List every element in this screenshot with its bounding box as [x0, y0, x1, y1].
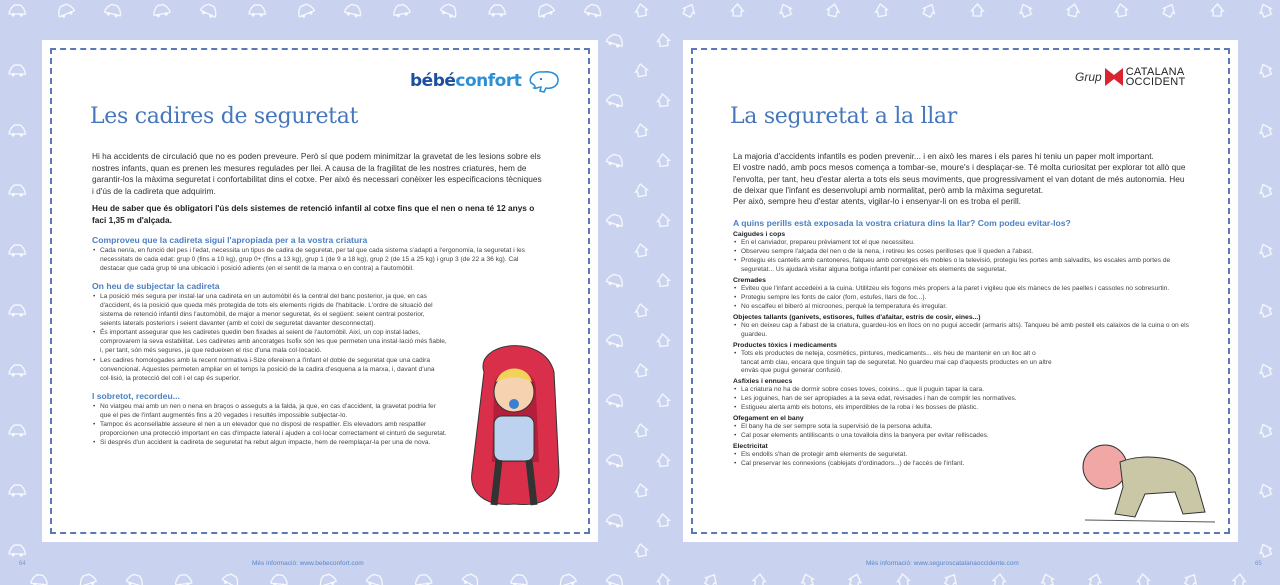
house-pattern-icon — [753, 573, 766, 585]
list-item: • Protegiu sempre les fonts de calor (forn, estufes, llars de foc...). — [733, 294, 1193, 303]
list-item: • Cal posar elements antilliscants o una tovallola dins la banyera per evitar relliscades. — [733, 432, 1053, 441]
house-pattern-icon — [1137, 573, 1150, 585]
car-pattern-icon — [606, 273, 625, 289]
list-item: • Cal preservar les connexions (cablejats d'ordinadors...) de l'accés de l'infant. — [733, 460, 1053, 469]
house-pattern-icon — [657, 513, 670, 526]
car-pattern-icon — [9, 185, 25, 197]
car-pattern-icon — [126, 573, 145, 585]
car-pattern-icon — [104, 3, 122, 18]
house-pattern-icon — [634, 63, 648, 77]
section-heading: I sobretot, recordeu... — [92, 390, 180, 401]
car-pattern-icon — [606, 213, 625, 229]
hazard-title: Cremades — [733, 277, 766, 285]
car-pattern-icon — [296, 2, 315, 19]
list-item: • La posició més segura per instal·lar una cadireta en un automòbil és la central del banc posterior, ja que, en cas d'accident, és la posició que queda més protegida de tots els elements rígids de l'habitacle. L'ordre de situació del sistema de retenció infantil dins l'automòbil, de major a menor seguretat, és el següent: seient central posterior, seients laterals posteriors i seient davanter (amb el coixí de seguretat davanter desconnectat). — [92, 292, 447, 328]
car-pattern-icon — [366, 573, 385, 585]
car-pattern-icon — [558, 573, 577, 585]
house-pattern-icon — [1088, 572, 1103, 585]
hazard-title: Caigudes i cops — [733, 231, 786, 239]
bullet-list — [92, 246, 542, 273]
house-pattern-icon — [943, 572, 959, 585]
logo-prefix: Grup — [1075, 70, 1102, 84]
car-pattern-icon — [31, 574, 48, 585]
car-pattern-icon — [199, 2, 218, 19]
page-number-right: 65 — [1255, 561, 1262, 567]
list-item: • Cada nen/a, en funció del pes i l'edat, necessita un tipus de cadira de seguretat, per tal que cada sistema s'adapti a l'ergonomia, la seguretat i les necessitats de cada edat: grup 0 (fins a 10 kg), grup 0+ (fins a 13 kg), grup 1 (de 9 a 18 kg), grup 2 (de 15 a 25 kg) i grup 3 (de 22 a 36 kg). Cal destacar que cada grup té una ubicació i posició adients (en el sentit de la marxa o en contra) a l'automòbil. — [92, 246, 542, 273]
elephant-icon — [527, 69, 561, 93]
house-pattern-icon — [1257, 122, 1273, 138]
house-pattern-icon — [1114, 3, 1128, 17]
catalana-occidente-emblem-icon — [1105, 68, 1123, 86]
car-pattern-icon — [606, 93, 625, 109]
left-page — [42, 40, 598, 542]
house-pattern-icon — [1183, 572, 1199, 585]
house-pattern-icon — [634, 183, 648, 197]
car-pattern-icon — [511, 574, 528, 585]
house-pattern-icon — [897, 573, 910, 585]
list-item: • Observeu sempre l'alçada del nen o de la nena, i retireu les coses perilloses que li queden a l'abast. — [733, 248, 1193, 257]
car-pattern-icon — [415, 574, 432, 585]
bullet-list — [92, 402, 447, 447]
list-item: • No en deixeu cap a l'abast de la criatura, guardeu-los en llocs on no pugui accedir (armaris alts). Tanqueu bé amb pestell els calaixos de la cuina o on els guardeu. — [733, 322, 1193, 340]
hazard-title: Productes tòxics i medicaments — [733, 341, 837, 349]
intro-paragraph: La majoria d'accidents infantils es poden prevenir... i en això les mares i els pares hi teniu un paper molt important. — [733, 151, 1154, 161]
house-pattern-icon — [1257, 482, 1273, 498]
bullet-list — [92, 292, 447, 383]
legal-notice: Heu de saber que és obligatori l'ús dels sistemes de retenció infantil al cotxe fins que el nen o nena té 12 anys o faci 1,35 m d'alçada. — [92, 203, 535, 225]
house-pattern-icon — [657, 213, 670, 226]
house-pattern-icon — [971, 4, 983, 16]
list-item: • Tampoc és aconsellable asseure el nen a un elevador que no disposi de respatller. Els elevadors amb respatller proporcionen una protecció important en cas d'impacte lateral i ajuden a col·locar correctament el cinturó de seguretat. — [92, 420, 447, 438]
house-pattern-icon — [634, 483, 648, 497]
house-pattern-icon — [1257, 62, 1273, 78]
car-pattern-icon — [606, 333, 625, 349]
house-pattern-icon — [657, 93, 670, 106]
house-pattern-icon — [826, 3, 840, 17]
house-pattern-icon — [1257, 302, 1273, 318]
section-heading: Comproveu que la cadireta sigui l'apropiada per a la vostra criatura — [92, 234, 368, 245]
car-pattern-icon — [271, 574, 288, 585]
car-pattern-icon — [153, 4, 171, 18]
car-pattern-icon — [318, 573, 337, 585]
footer-link-catalana[interactable]: Més informació: www.seguroscatalanaoccidente.com — [866, 560, 1019, 567]
hazard-title: Asfixies i ennuecs — [733, 378, 793, 386]
car-pattern-icon — [9, 245, 25, 257]
house-pattern-icon — [657, 453, 670, 466]
house-pattern-icon — [634, 423, 648, 437]
house-pattern-icon — [1257, 422, 1273, 438]
list-item: • No escalfeu el biberó al microones, perquè la temperatura és irregular. — [733, 303, 1193, 312]
bullet-list — [733, 285, 1193, 312]
house-pattern-icon — [634, 123, 648, 137]
house-pattern-icon — [777, 2, 793, 18]
child-car-seat-illustration — [464, 332, 564, 517]
car-pattern-icon — [9, 425, 25, 437]
car-pattern-icon — [606, 393, 625, 409]
list-item: • Eviteu que l'infant accedeixi a la cuina. Utilitzeu els fogons més propers a la paret i vigileu que els mànecs de les paelles i cassoles no sobresurtin. — [733, 285, 1193, 294]
car-pattern-icon — [606, 33, 625, 49]
car-pattern-icon — [9, 125, 25, 137]
house-pattern-icon — [657, 393, 670, 406]
right-page — [683, 40, 1238, 542]
car-pattern-icon — [606, 453, 625, 469]
bullet-list — [733, 451, 1053, 469]
list-item: • Protegiu els cantells amb cantoneres, falqueu amb corretges els mobles o la televisió, protegiu les portes amb salvadits, les escales amb portes de seguretat... Us ajudarà visitar alguna botiga infantil per conèixer els elements de seguretat. — [733, 257, 1193, 275]
house-pattern-icon — [1017, 2, 1033, 18]
house-pattern-icon — [657, 333, 670, 346]
intro-text: Hi ha accidents de circulació que no es poden preveure. Però sí que podem minimitzar la gravetat de les lesions sobre els nostres infants, quan es prenen les mesures regulades per llei. A causa de la fragilitat de les nostres criatures, hem de garantir-los la màxima seguretat i confortabilitat dins el cotxe. Per això és necessari conèixer les especificacions tècniques i d'ús de la cadireta que adquirim. — [92, 151, 542, 196]
house-pattern-icon — [634, 243, 648, 257]
car-pattern-icon — [584, 3, 602, 18]
car-pattern-icon — [489, 5, 505, 17]
car-pattern-icon — [9, 5, 25, 17]
crawling-baby-illustration — [1065, 432, 1225, 527]
list-item: • Les cadires homologades amb la recent normativa i-Size ofereixen a l'infant el doble de seguretat que una cadira convencional. Aquestes permeten ampliar en el temps la posició de la cadira d'esquena a la marxa, i, davant d'una col·lisió, la protecció del coll i el cap és superior. — [92, 356, 447, 383]
house-pattern-icon — [634, 303, 648, 317]
car-pattern-icon — [9, 65, 25, 77]
house-pattern-icon — [1233, 573, 1246, 585]
bullet-list — [733, 350, 1053, 377]
car-pattern-icon — [78, 573, 97, 585]
house-pattern-icon — [1257, 182, 1273, 198]
house-pattern-icon — [657, 273, 670, 286]
house-pattern-icon — [657, 573, 670, 585]
car-pattern-icon — [9, 545, 25, 557]
list-item: • Les joguines, han de ser apropiades a la seva edat, revisades i han de complir les normatives. — [733, 395, 1053, 404]
car-pattern-icon — [9, 305, 25, 317]
list-item: • Si després d'un accident la cadireta de seguretat ha rebut algun impacte, hem de reemplaçar-la per una de nova. — [92, 438, 447, 447]
car-pattern-icon — [461, 572, 481, 585]
car-pattern-icon — [249, 5, 265, 17]
section-heading: On heu de subjectar la cadireta — [92, 280, 220, 291]
list-item: • La criatura no ha de dormir sobre coses toves, coixins... que li puguin tapar la cara. — [733, 386, 1053, 395]
page-number-left: 64 — [19, 561, 26, 567]
list-item: • Els endolls s'han de protegir amb elements de seguretat. — [733, 451, 1053, 460]
bullet-list — [733, 322, 1193, 340]
car-pattern-icon — [56, 2, 75, 19]
house-pattern-icon — [634, 363, 648, 377]
footer-link-bebeconfort[interactable]: Més informació: www.bebeconfort.com — [252, 560, 364, 567]
list-item: • En el canviador, prepareu prèviament tot el que necessiteu. — [733, 239, 1193, 248]
house-pattern-icon — [1211, 4, 1223, 16]
catalana-occidente-logo — [1075, 67, 1186, 87]
bebeconfort-logo: bébéconfort — [410, 69, 561, 93]
house-pattern-icon — [1257, 242, 1273, 258]
car-pattern-icon — [344, 3, 362, 18]
page-title: La seguretat a la llar — [730, 104, 957, 129]
house-pattern-icon — [657, 33, 670, 46]
house-pattern-icon — [1257, 362, 1273, 378]
bullet-list — [733, 423, 1053, 441]
list-item: • És important assegurar que les cadiretes quedin ben fixades al seient de l'automòbil. Així, un cop instal·lades, comprovarem la seva estabilitat. Les cadiretes amb ancoratges Isofix són les que permeten una instal·lació més fiable, i, per tant, són més segures, ja que redueixen el risc d'una mala col·locació. — [92, 328, 447, 355]
house-pattern-icon — [703, 572, 719, 585]
intro-paragraph: El vostre nadó, amb pocs mesos comença a tombar-se, moure's i desplaçar-se. Té molta curiositat per explorar tot allò que l'envolta, per tant, heu d'estar alerta a tots els seus moviments, que progressivament el van dotant de més autonomia. Heu de deixar que l'infant es desenvolupi amb normalitat, però amb la màxima seguretat. — [733, 162, 1186, 195]
car-pattern-icon — [536, 2, 555, 19]
right-body — [733, 151, 1193, 469]
house-pattern-icon — [874, 3, 888, 17]
house-pattern-icon — [634, 543, 648, 557]
hazard-title: Objectes tallants (ganivets, estisores, fulles d'afaitar, estris de cosir, eines...) — [733, 313, 981, 321]
hazard-title: Ofegament en el bany — [733, 415, 804, 423]
house-pattern-icon — [657, 153, 670, 166]
house-pattern-icon — [921, 2, 937, 18]
car-pattern-icon — [393, 4, 411, 18]
list-item: • El bany ha de ser sempre sota la supervisió de la persona adulta. — [733, 423, 1053, 432]
list-item: • Tots els productes de neteja, cosmètics, pintures, medicaments... els heu de mantenir en un lloc alt o tancat amb clau, encara que tinguin tap de seguretat. No guardeu mai cap d'aquests productes en un altre envàs que pugui generar confusió. — [733, 350, 1053, 377]
house-pattern-icon — [1257, 2, 1273, 18]
house-pattern-icon — [731, 4, 743, 16]
hazard-title: Electricitat — [733, 442, 768, 450]
car-pattern-icon — [439, 2, 458, 19]
car-pattern-icon — [606, 153, 625, 169]
house-pattern-icon — [681, 2, 697, 18]
house-pattern-icon — [1066, 3, 1080, 17]
house-pattern-icon — [1040, 572, 1055, 585]
page-title: Les cadires de seguretat — [90, 104, 359, 129]
bullet-list — [733, 239, 1193, 275]
bullet-list — [733, 386, 1053, 413]
logo-line-2: OCCIDENT — [1125, 76, 1186, 88]
house-pattern-icon — [1161, 2, 1177, 18]
section-heading: A quins perills està exposada la vostra criatura dins la llar? Com podeu evitar-los? — [733, 218, 1071, 229]
house-pattern-icon — [1257, 542, 1273, 558]
list-item: • No viatgeu mai amb un nen o nena en braços o asseguts a la falda, ja que, en cas d'accident, la gravetat podria fer que el pes de l'infant augmentés fins a 20 vegades i resultés impossible subjectar-lo. — [92, 402, 447, 420]
car-pattern-icon — [221, 572, 241, 585]
car-pattern-icon — [606, 573, 625, 585]
logo-line-1: CATALANA — [1125, 66, 1185, 78]
house-pattern-icon — [993, 573, 1006, 585]
house-pattern-icon — [848, 572, 863, 585]
car-pattern-icon — [175, 574, 192, 585]
intro-paragraph: Per això, sempre heu d'estar atents, vigilar-lo i ensenyar-li on es troba el perill. — [733, 196, 1021, 207]
car-pattern-icon — [9, 365, 25, 377]
car-pattern-icon — [9, 485, 25, 497]
car-pattern-icon — [606, 513, 625, 529]
list-item: • Estigueu alerta amb els botons, els imperdibles de la roba i les bosses de plàstic. — [733, 404, 1053, 413]
house-pattern-icon — [634, 3, 648, 17]
house-pattern-icon — [800, 572, 815, 585]
